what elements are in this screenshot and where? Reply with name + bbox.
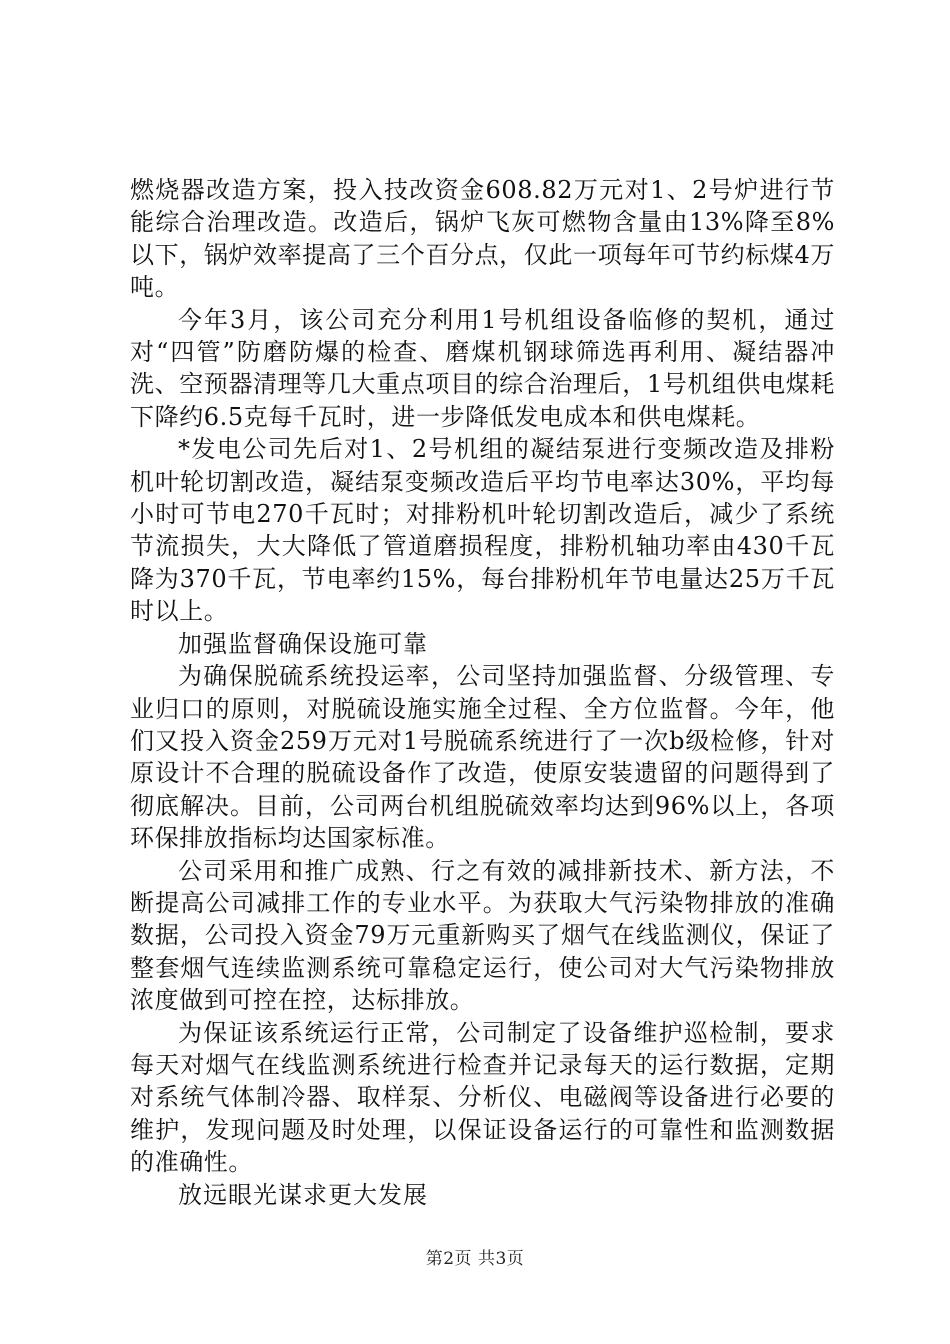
paragraph-emission-tech: 公司采用和推广成熟、行之有效的减排新技术、新方法，不断提高公司减排工作的专业水平。为获取大气污染物排放的准确数据，公司投入资金79万元重新购买了烟气在线监测仪，保证了整套烟气连续监测系统可靠稳定运行，使公司对大气污染物排放浓度做到可控在控，达标排放。: [130, 856, 835, 1015]
paragraph-continuation: 燃烧器改造方案，投入技改资金608.82万元对1、2号炉进行节能综合治理改造。改造后，锅炉飞灰可燃物含量由13%降至8%以下，锅炉效率提高了三个百分点，仅此一项每年可节约标煤4万吨。: [130, 176, 835, 302]
paragraph-unit1-maintenance: 今年3月，该公司充分利用1号机组设备临修的契机，通过对“四管”防磨防爆的检查、磨煤机钢球筛选再利用、凝结器冲洗、空预器清理等几大重点项目的综合治理后，1号机组供电煤耗下降约6.5克每千瓦时，进一步降低发电成本和供电煤耗。: [130, 305, 835, 431]
paragraph-desulfurization: 为确保脱硫系统投运率，公司坚持加强监督、分级管理、专业归口的原则，对脱硫设施实施全过程、全方位监督。今年，他们又投入资金259万元对1号脱硫系统进行了一次b级检修，针对原设计不合理的脱硫设备作了改造，使原安装遗留的问题得到了彻底解决。目前，公司两台机组脱硫效率均达到96%以上，各项环保排放指标均达国家标准。: [130, 662, 835, 853]
document-body: [130, 174, 835, 1211]
section-heading-supervision: 加强监督确保设施可靠: [178, 629, 428, 658]
section-heading-development: 放远眼光谋求更大发展: [178, 1180, 428, 1209]
paragraph-pump-retrofit: *发电公司先后对1、2号机组的凝结泵进行变频改造及排粉机叶轮切割改造，凝结泵变频改造后平均节电率达30%，平均每小时可节电270千瓦时；对排粉机叶轮切割改造后，减少了系统节流损失，大大降低了管道磨损程度，排粉机轴功率由430千瓦降为370千瓦，节电率约15%，每台排粉机年节电量达25万千瓦时以上。: [130, 435, 835, 626]
paragraph-maintenance-system: 为保证该系统运行正常，公司制定了设备维护巡检制，要求每天对烟气在线监测系统进行检查并记录每天的运行数据，定期对系统气体制冷器、取样泵、分析仪、电磁阀等设备进行必要的维护，发现问题及时处理，以保证设备运行的可靠性和监测数据的准确性。: [130, 1018, 835, 1177]
page-number: 第2页 共3页: [425, 1249, 525, 1269]
page-footer: [0, 1244, 950, 1269]
